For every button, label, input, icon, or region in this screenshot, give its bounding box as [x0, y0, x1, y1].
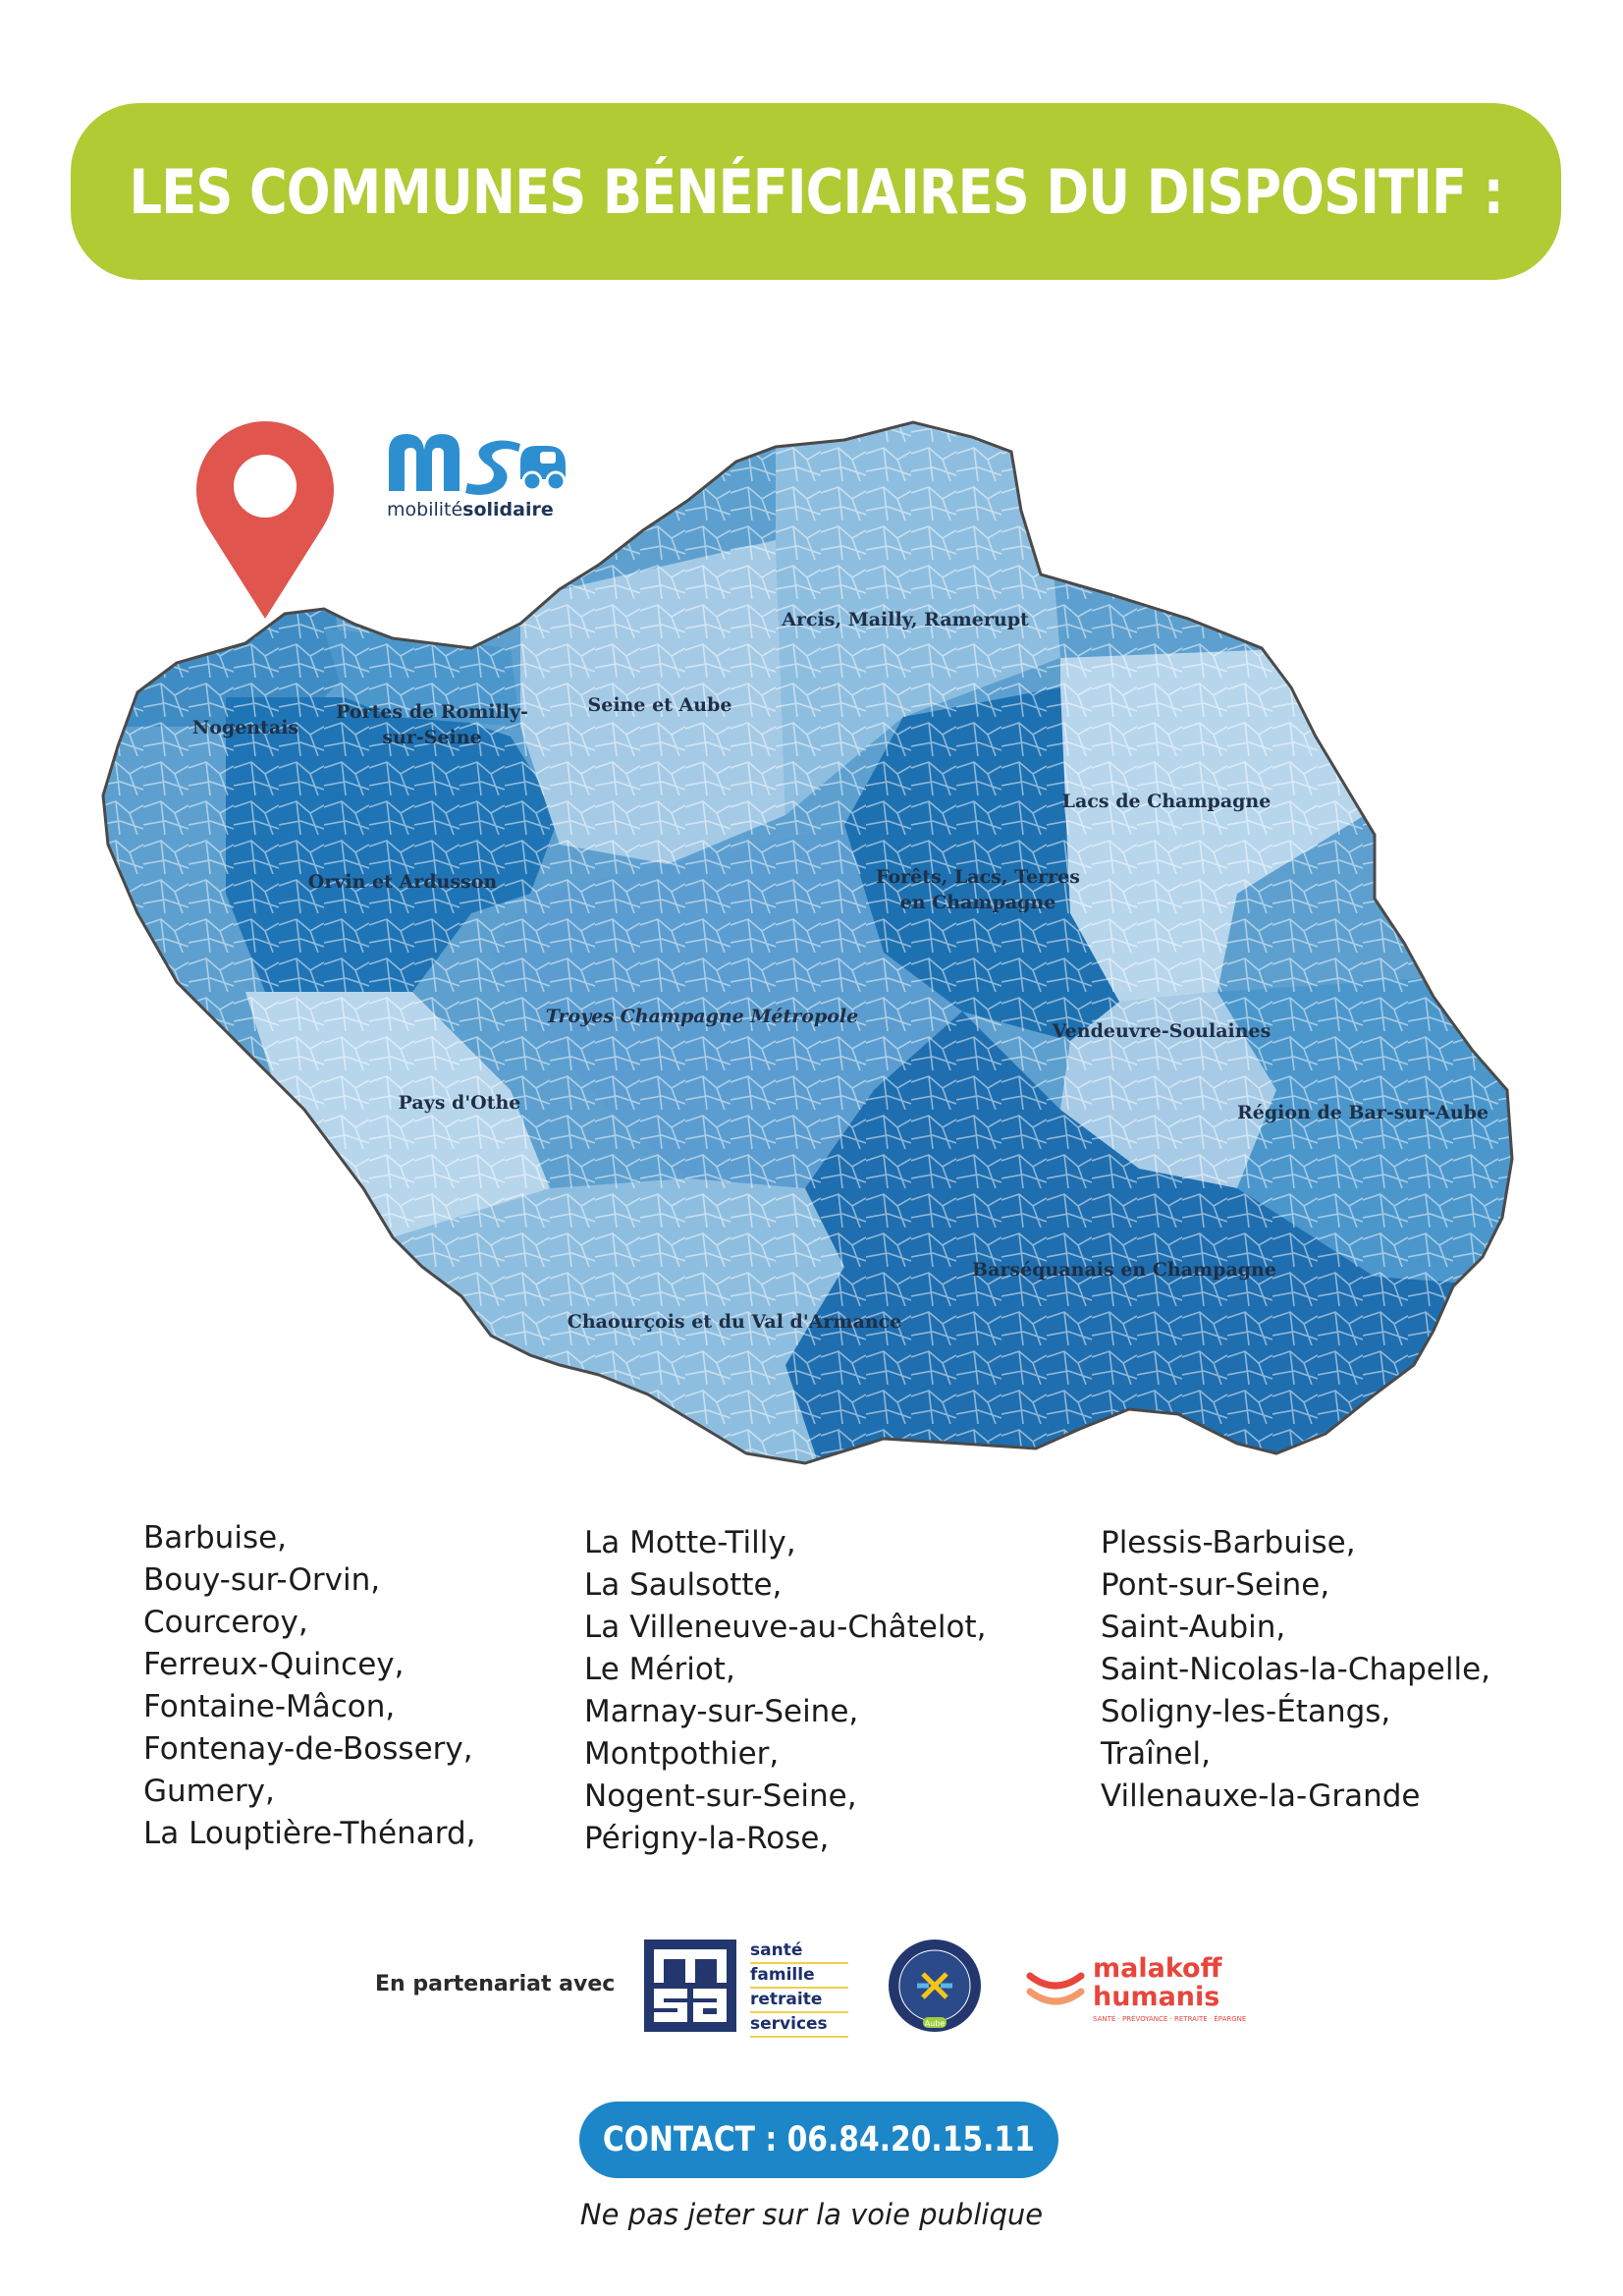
- commune-item: Barbuise,: [143, 1520, 288, 1556]
- commune-item: La Louptière-Thénard,: [143, 1816, 476, 1851]
- region-label-barsequanais: Barséquanais en Champagne: [972, 1259, 1276, 1281]
- commune-item: Soligny-les-Étangs,: [1101, 1694, 1391, 1729]
- commune-item: Gumery,: [143, 1774, 275, 1809]
- malakoff-waves-icon: [1026, 1964, 1085, 2013]
- map-pin-icon: [196, 421, 334, 619]
- cpam-seal-icon: [886, 1937, 984, 2035]
- msa-logo: [644, 1940, 850, 2032]
- title-banner: [71, 103, 1561, 280]
- commune-item: Montpothier,: [584, 1736, 780, 1772]
- commune-item: Périgny-la-Rose,: [584, 1821, 830, 1856]
- region-label-bar-sur-aube: Région de Bar-sur-Aube: [1236, 1102, 1489, 1123]
- commune-item: Plessis-Barbuise,: [1101, 1525, 1356, 1560]
- commune-item: Saint-Aubin,: [1101, 1610, 1286, 1645]
- commune-item: Courceroy,: [143, 1605, 308, 1640]
- region-label-portes-romilly-2: sur-Seine: [382, 727, 482, 748]
- commune-item: Fontaine-Mâcon,: [143, 1689, 396, 1724]
- contact-text: CONTACT : 06.84.20.15.11: [603, 2120, 1035, 2159]
- commune-item: Le Mériot,: [584, 1652, 735, 1687]
- region-label-forets-2: en Champagne: [899, 892, 1056, 913]
- region-label-seine-et-aube: Seine et Aube: [587, 694, 732, 716]
- commune-item: Fontenay-de-Bossery,: [143, 1731, 473, 1767]
- region-label-vendeuvre: Vendeuvre-Soulaines: [1052, 1020, 1271, 1042]
- commune-item: Pont-sur-Seine,: [1101, 1567, 1330, 1603]
- communes-column-3: [1101, 1522, 1490, 1818]
- region-label-arcis: Arcis, Mailly, Ramerupt: [782, 609, 1029, 630]
- commune-item: Nogent-sur-Seine,: [584, 1778, 857, 1814]
- commune-item: Ferreux-Quincey,: [143, 1647, 405, 1682]
- contact-pill: [579, 2102, 1058, 2178]
- commune-item: La Villeneuve-au-Châtelot,: [584, 1610, 987, 1645]
- commune-item: La Saulsotte,: [584, 1567, 783, 1603]
- commune-item: Villenauxe-la-Grande: [1101, 1778, 1421, 1814]
- commune-item: Bouy-sur-Orvin,: [143, 1562, 381, 1598]
- region-label-troyes: Troyes Champagne Métropole: [545, 1006, 859, 1027]
- commune-item: La Motte-Tilly,: [584, 1525, 796, 1560]
- region-label-orvin-ardusson: Orvin et Ardusson: [307, 871, 498, 893]
- region-label-nogentais: Nogentais: [191, 717, 299, 738]
- region-label-chaourcois: Chaourçois et du Val d'Armance: [567, 1311, 902, 1333]
- commune-item: Saint-Nicolas-la-Chapelle,: [1101, 1652, 1491, 1687]
- aube-map: [98, 403, 1532, 1483]
- footer-note: Ne pas jeter sur la voie publique: [579, 2198, 1044, 2231]
- malakoff-humanis-logo: malakoff humanis SANTÉ · PRÉVOYANCE · RETRAITE · ÉPARGNE: [1026, 1954, 1242, 2023]
- region-label-forets-1: Forêts, Lacs, Terres: [876, 866, 1080, 888]
- commune-item: Marnay-sur-Seine,: [584, 1694, 859, 1729]
- partners-label: En partenariat avec: [375, 1972, 616, 1996]
- communes-column-2: [584, 1522, 986, 1860]
- msa-tagline: santé famille retraite services: [750, 1940, 848, 2038]
- communes-column-1: [143, 1517, 476, 1855]
- region-label-pays-othe: Pays d'Othe: [398, 1092, 521, 1114]
- cpam-badge: Aube: [924, 2019, 946, 2028]
- commune-item: Traînel,: [1101, 1736, 1211, 1772]
- msa-mark: [644, 1940, 736, 2032]
- region-label-portes-romilly-1: Portes de Romilly-: [336, 701, 528, 723]
- region-label-lacs-champagne: Lacs de Champagne: [1061, 791, 1271, 812]
- page-title: LES COMMUNES BÉNÉFICIAIRES DU DISPOSITIF :: [129, 155, 1503, 228]
- ms-logo-tagline: mobilitésolidaire: [387, 499, 554, 520]
